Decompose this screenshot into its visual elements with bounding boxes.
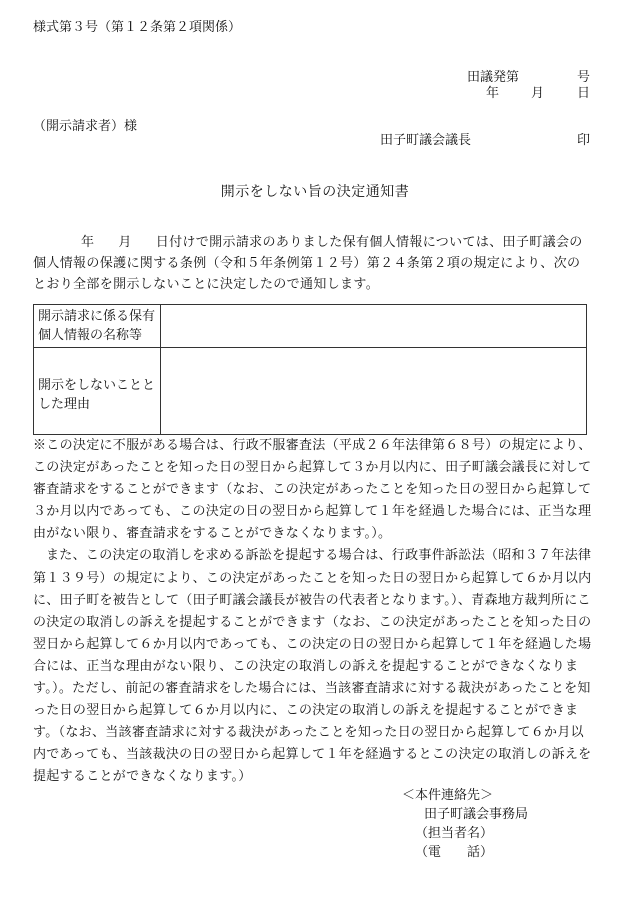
form-number: 様式第３号（第１２条第２項関係） xyxy=(33,20,242,35)
contact-person: （担当者名） xyxy=(415,826,494,841)
non-disclosure-reason-value xyxy=(161,348,587,435)
personal-info-name-label: 開示請求に係る保有個人情報の名称等 xyxy=(34,305,161,348)
intro-paragraph xyxy=(33,232,593,295)
document-number-suffix: 号 xyxy=(576,70,590,85)
decision-table xyxy=(33,304,587,435)
date-day-label: 日 xyxy=(576,86,590,101)
appeal-notes xyxy=(33,435,593,789)
document-title: 開示をしない旨の決定通知書 xyxy=(220,184,410,200)
intro-year-label: 年 xyxy=(81,235,95,250)
contact-office: 田子町議会事務局 xyxy=(424,807,529,822)
intro-text: 日付けで開示請求のありました保有個人情報については、田子町議会の個人情報の保護に関する条例（令和５年条例第１２号）第２４条第２項の規定により、次のとおり全部を開示しないことに決定したので通知します。 xyxy=(33,235,583,292)
non-disclosure-reason-label: 開示をしないこととした理由 xyxy=(34,348,161,435)
contact-phone: （電 話） xyxy=(415,845,494,860)
sender-name: 田子町議会議長 xyxy=(380,133,472,148)
intro-month-label: 月 xyxy=(118,235,132,250)
addressee: （開示請求者）様 xyxy=(33,119,138,134)
appeal-note-lawsuit-text: また、この決定の取消しを求める訴訟を提起する場合は、行政事件訴訟法（昭和３７年法律第１３９号）の規定により、この決定があったことを知った日の翌日から起算して６か月以内に、田子町を被告として（田子町議会議長が被告の代表者となります。）、青森地方裁判所にこの決定の取消しの訴えを提起することができます（なお、この決定があったことを知った日の翌日から起算して６か月以内であっても、この決定の日の翌日から起算して１年を経過した場合には、正当な理由がない限り、この決定の取消しの訴えを提起することができなくなります。）。ただし、前記の審査請求をした場合には、当該審査請求に対する裁決があったことを知った日の翌日から起算して６か月以内に、この決定の取消しの訴えを提起することができます。（なお、当該審査請求に対する裁決があったことを知った日の翌日から起算して６か月以内であっても、当該裁決の日の翌日から起算して１年を経過するとこの決定の取消しの訴えを提起することができなくなります。） xyxy=(33,548,592,785)
contact-heading: ＜本件連絡先＞ xyxy=(402,788,494,803)
document-number-prefix: 田議発第 xyxy=(467,70,520,85)
table-row xyxy=(34,348,587,435)
appeal-note-lawsuit xyxy=(33,545,593,788)
personal-info-name-value xyxy=(161,305,587,348)
contact-block xyxy=(402,786,528,862)
date-year-label: 年 xyxy=(486,86,500,101)
sender xyxy=(380,129,590,147)
appeal-note-review-request: ※この決定に不服がある場合は、行政不服審査法（平成２６年法律第６８号）の規定により、この決定があったことを知った日の翌日から起算して３か月以内に、田子町議会議長に対して審査請求をすることができます（なお、この決定があったことを知った日の翌日から起算して３か月以内であっても、この決定の日の翌日から起算して１年を経過した場合には、正当な理由がない限り、審査請求をすることができなくなります。）。 xyxy=(33,438,592,542)
date-month-label: 月 xyxy=(531,86,545,101)
seal-mark: 印 xyxy=(576,133,590,148)
issue-date xyxy=(390,82,590,100)
table-row xyxy=(34,305,587,348)
